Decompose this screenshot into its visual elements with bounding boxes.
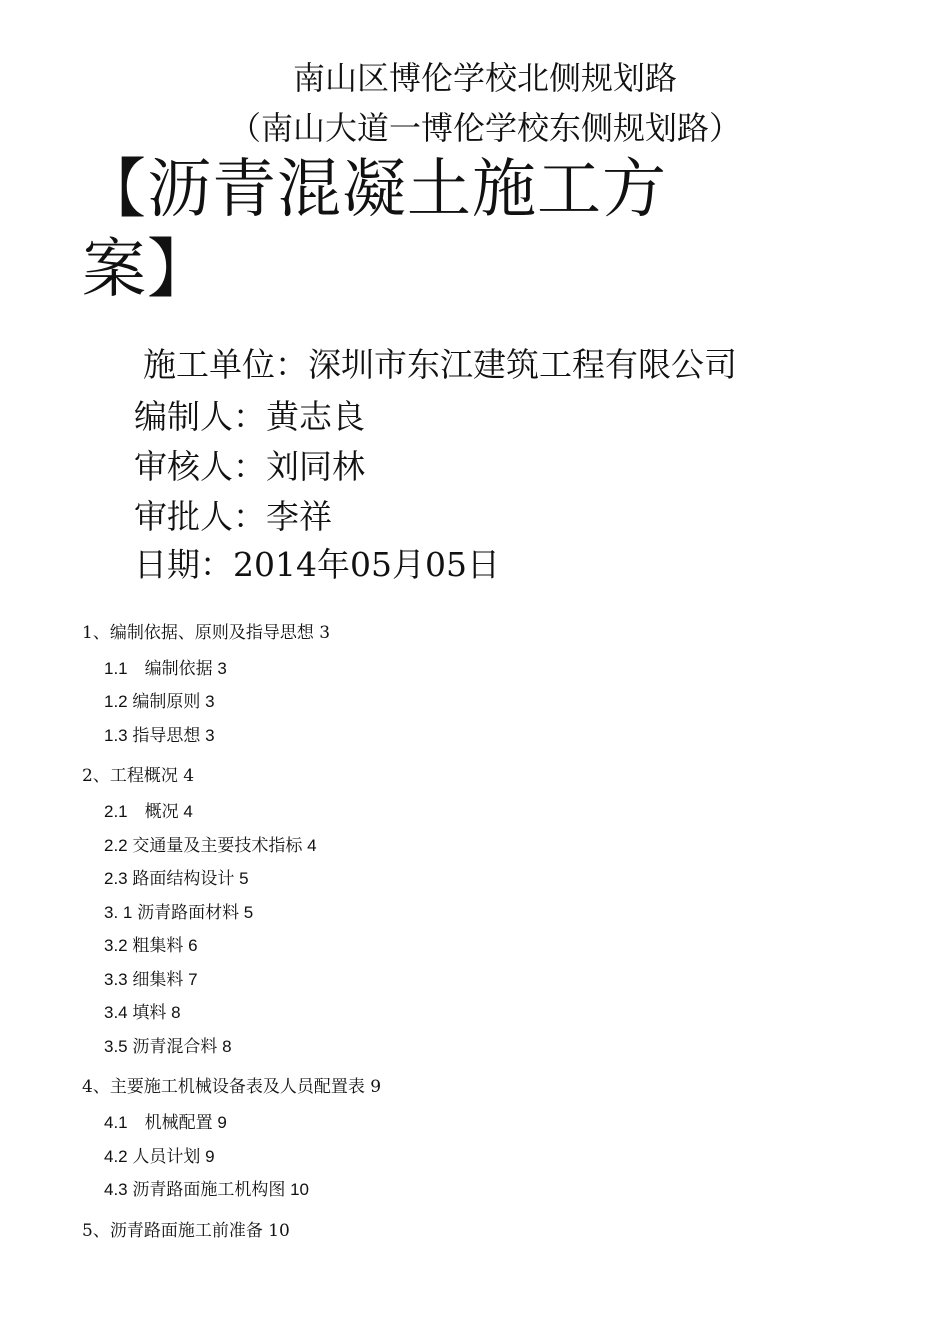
toc-subsection[interactable]: 1.3 指导思想 3 bbox=[104, 726, 215, 745]
document-title-part2: 案】 bbox=[82, 233, 212, 307]
approver: 审批人：李祥 bbox=[134, 497, 332, 536]
toc-section[interactable]: 4、主要施工机械设备表及人员配置表 9 bbox=[82, 1077, 382, 1097]
toc-subsection[interactable]: 3. 1 沥青路面材料 5 bbox=[104, 903, 254, 922]
document-title-part1: 【沥青混凝土施工方 bbox=[82, 153, 667, 227]
document-title bbox=[82, 150, 762, 310]
reviewer: 审核人：刘同林 bbox=[134, 447, 365, 486]
toc-subsection[interactable]: 2.3 路面结构设计 5 bbox=[104, 869, 249, 888]
toc-subsection[interactable]: 4.3 沥青路面施工机构图 10 bbox=[104, 1180, 309, 1199]
toc-subsection[interactable]: 3.5 沥青混合料 8 bbox=[104, 1037, 232, 1056]
toc-subsection[interactable]: 3.2 粗集料 6 bbox=[104, 936, 198, 955]
toc-subsection[interactable]: 2.1 概况 4 bbox=[104, 802, 193, 821]
toc-subsection[interactable]: 4.2 人员计划 9 bbox=[104, 1147, 215, 1166]
toc-section[interactable]: 5、沥青路面施工前准备 10 bbox=[82, 1221, 290, 1241]
construction-unit: 施工单位：深圳市东江建筑工程有限公司 bbox=[143, 345, 737, 384]
toc-subsection[interactable]: 3.4 填料 8 bbox=[104, 1003, 181, 1022]
editor: 编制人：黄志良 bbox=[134, 397, 365, 436]
project-name-line: 南山区博伦学校北侧规划路 bbox=[292, 59, 677, 97]
toc-subsection[interactable]: 4.1 机械配置 9 bbox=[104, 1113, 227, 1132]
toc-subsection[interactable]: 2.2 交通量及主要技术指标 4 bbox=[104, 836, 317, 855]
toc-subsection[interactable]: 1.2 编制原则 3 bbox=[104, 692, 215, 711]
toc-subsection[interactable]: 3.3 细集料 7 bbox=[104, 970, 198, 989]
date: 日期：2014年05月05日 bbox=[134, 545, 500, 584]
project-subtitle-line: （南山大道一博伦学校东侧规划路） bbox=[228, 109, 741, 147]
toc-section[interactable]: 2、工程概况 4 bbox=[82, 766, 195, 786]
toc-subsection[interactable]: 1.1 编制依据 3 bbox=[104, 659, 227, 678]
toc-section[interactable]: 1、编制依据、原则及指导思想 3 bbox=[82, 623, 331, 643]
